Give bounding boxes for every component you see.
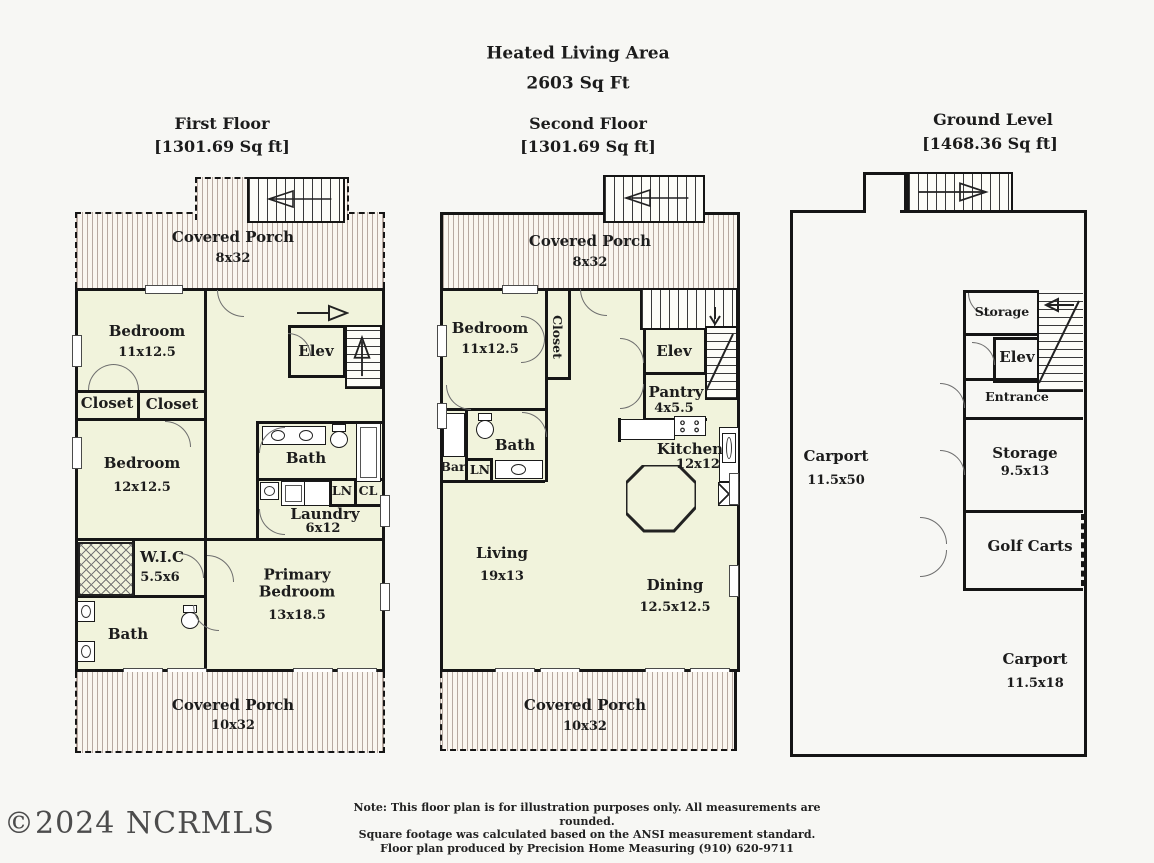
carport-label: Carport xyxy=(1002,649,1068,668)
window xyxy=(729,473,739,505)
wall-segment xyxy=(440,480,545,483)
stove-icon xyxy=(674,416,706,436)
closet-label: Closet xyxy=(549,315,565,359)
bedroom-dims: 11x12.5 xyxy=(118,344,176,360)
sink-icon xyxy=(511,464,526,475)
golf-carts-label: Golf Carts xyxy=(987,536,1073,555)
window xyxy=(729,565,739,597)
toilet-icon xyxy=(476,413,494,439)
footer-note-line3: Floor plan produced by Precision Home Measuring (910) 620-9711 xyxy=(380,841,794,855)
storage-label: Storage xyxy=(974,304,1030,320)
porch-label: Covered Porch xyxy=(523,695,647,714)
primary-bedroom-dims: 13x18.5 xyxy=(268,607,326,623)
shower-hatch xyxy=(78,542,134,596)
bedroom-label: Bedroom xyxy=(108,321,186,340)
window xyxy=(145,285,183,294)
wic-dims: 5.5x6 xyxy=(140,569,180,585)
entrance-label: Entrance xyxy=(985,389,1049,405)
bedroom-label: Bedroom xyxy=(103,453,181,472)
ground-level-plan xyxy=(790,165,1087,759)
window xyxy=(437,403,447,429)
notch-opening xyxy=(866,209,900,214)
elev-label: Elev xyxy=(999,347,1035,366)
washer-icon xyxy=(281,481,306,506)
living-dims: 19x13 xyxy=(480,568,524,584)
kitchen-dims: 12x12 xyxy=(676,456,720,472)
kitchen-label: Kitchen xyxy=(656,439,724,458)
wall-segment xyxy=(465,458,493,461)
bath-label: Bath xyxy=(285,448,327,467)
kitchen-sink-icon xyxy=(722,433,736,463)
dryer-icon xyxy=(304,481,330,506)
window xyxy=(437,325,447,357)
porch-dims: 10x32 xyxy=(211,717,255,733)
porch-dims: 8x32 xyxy=(572,254,608,270)
page-title: Heated Living Area xyxy=(486,43,670,64)
window xyxy=(72,335,82,367)
porch-label: Covered Porch xyxy=(171,227,295,246)
window xyxy=(502,285,538,294)
carport-dims: 11.5x50 xyxy=(807,472,865,488)
pantry-label: Pantry xyxy=(648,382,704,401)
storage-label: Storage xyxy=(992,443,1058,462)
first-floor-title: First Floor xyxy=(174,114,270,134)
first-floor-area: [1301.69 Sq ft] xyxy=(154,137,290,157)
page-subtitle: 2603 Sq Ft xyxy=(526,73,630,94)
window xyxy=(72,437,82,469)
wall-segment xyxy=(204,538,385,541)
wall-segment xyxy=(490,458,493,480)
laundry-label: Laundry xyxy=(290,504,360,523)
porch-dims: 10x32 xyxy=(563,718,607,734)
sink-icon xyxy=(260,482,279,500)
footer-note xyxy=(352,801,822,855)
wall-segment xyxy=(545,377,571,380)
window xyxy=(380,495,390,527)
second-covered-porch-top xyxy=(440,212,740,288)
dashed-wall xyxy=(1076,514,1084,586)
carport-label: Carport xyxy=(803,446,869,465)
closet-label: CL xyxy=(358,483,378,499)
wall-segment xyxy=(568,288,571,380)
stair-arrow-left-icon xyxy=(1040,297,1076,313)
laundry-dims: 6x12 xyxy=(305,520,341,536)
porch-label: Covered Porch xyxy=(528,231,652,250)
first-floor-plan xyxy=(75,175,385,755)
linen-label: LN xyxy=(469,462,491,478)
elev-label: Elev xyxy=(656,341,692,360)
stair-arrow-left-icon xyxy=(253,186,333,212)
footer-note-line2: Square footage was calculated based on the ANSI measurement standard. xyxy=(358,828,816,841)
bedroom-label: Bedroom xyxy=(451,318,529,337)
storage-dims: 9.5x13 xyxy=(1000,463,1050,479)
interior-stairs xyxy=(640,288,738,330)
wall-segment xyxy=(963,588,1083,591)
linen-label: LN xyxy=(331,483,353,499)
sink-icon xyxy=(77,641,95,662)
ncrmls-watermark: ©2024 NCRMLS xyxy=(4,806,275,841)
carport-dims: 11.5x18 xyxy=(1006,675,1064,691)
entry-arrow-right-icon xyxy=(295,303,349,323)
stair-arrow-left-icon xyxy=(610,185,690,211)
toilet-icon xyxy=(330,424,348,448)
wall-segment xyxy=(137,390,140,418)
elev-label: Elev xyxy=(298,341,334,360)
second-floor-plan xyxy=(440,175,740,755)
stair-arrow-down-icon xyxy=(708,307,722,327)
window xyxy=(380,583,390,611)
stair-arrow-right-icon xyxy=(916,179,1004,205)
dining-dims: 12.5x12.5 xyxy=(639,599,711,615)
porch-dims: 8x32 xyxy=(215,250,251,266)
shower-icon xyxy=(356,423,381,482)
closet-label: Closet xyxy=(145,394,199,413)
bath-label: Bath xyxy=(107,624,149,643)
sink-icon xyxy=(299,430,313,441)
dining-label: Dining xyxy=(646,575,704,594)
bedroom-dims: 11x12.5 xyxy=(461,341,519,357)
wall-segment xyxy=(256,421,259,541)
stair-diagonal xyxy=(705,326,734,396)
porch-label: Covered Porch xyxy=(171,695,295,714)
wall-segment xyxy=(545,288,548,482)
stair-arrow-up-icon xyxy=(351,331,373,379)
bar-label: Bar xyxy=(440,459,466,475)
second-floor-title: Second Floor xyxy=(529,114,647,134)
wall-segment xyxy=(643,375,646,420)
roof-notch xyxy=(863,172,907,213)
kitchen-island xyxy=(626,465,696,535)
primary-bedroom-label: Primary Bedroom xyxy=(258,565,336,600)
wall-segment xyxy=(75,538,204,541)
wic-label: W.I.C xyxy=(140,547,184,566)
sink-icon xyxy=(77,601,95,622)
second-floor-area: [1301.69 Sq ft] xyxy=(520,137,656,157)
wall-segment xyxy=(963,510,1083,513)
bedroom-dims: 12x12.5 xyxy=(113,479,171,495)
bath-label: Bath xyxy=(494,435,536,454)
wall-segment xyxy=(963,417,1083,420)
counter xyxy=(620,419,675,440)
wall-segment xyxy=(75,418,204,421)
wall-segment xyxy=(354,478,357,506)
wall-segment xyxy=(440,408,545,411)
closet-label: Closet xyxy=(80,393,134,412)
ground-level-area: [1468.36 Sq ft] xyxy=(922,134,1058,154)
living-label: Living xyxy=(475,543,529,562)
footer-note-line1: Note: This floor plan is for illustration purposes only. All measurements are rounded. xyxy=(353,801,821,828)
wall-segment xyxy=(963,333,1037,336)
ground-level-title: Ground Level xyxy=(933,110,1053,130)
pantry-dims: 4x5.5 xyxy=(654,400,694,416)
